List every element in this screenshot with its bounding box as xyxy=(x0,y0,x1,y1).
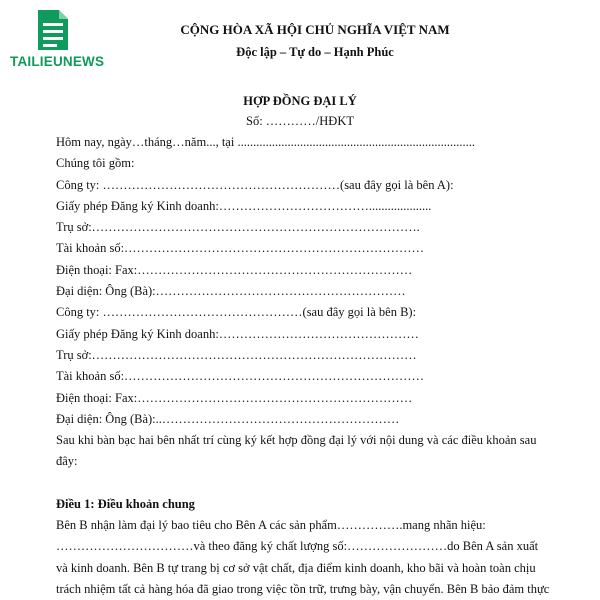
document-header xyxy=(160,20,470,62)
document-body xyxy=(56,132,556,600)
text-line: Giấy phép Đăng ký Kinh doanh:……………………………….................... xyxy=(56,198,432,213)
text-line: Đại diện: Ông (Bà):…………………………………………………… xyxy=(56,284,406,299)
text-line: Trụ sở:…………………………………………………………………… xyxy=(56,347,417,362)
text-line: Bên B nhận làm đại lý bao tiêu cho Bên A các sản phẩm…………….mang nhãn hiệu: xyxy=(56,518,486,533)
text-line: Hôm nay, ngày…tháng…năm..., tại ............................................................................ xyxy=(56,135,475,149)
text-line: Điện thoại: Fax:………………………………………………………… xyxy=(56,390,413,405)
document-title: HỢP ĐỒNG ĐẠI LÝ xyxy=(243,94,357,108)
text-line: Chúng tôi gồm: xyxy=(56,156,135,171)
text-line: Tài khoản số:……………………………………………………………… xyxy=(56,369,425,384)
section-heading: Điều 1: Điều khoản chung xyxy=(56,496,195,511)
contract-number: Số: …………/HĐKT xyxy=(246,114,354,128)
text-line: Trụ sở:……………………………………………………………………. xyxy=(56,220,420,235)
text-line: trách nhiệm tất cả hàng hóa đã giao trong việc tồn trữ, trưng bày, vận chuyển. Bên B bảo đảm thực xyxy=(56,581,550,596)
text-line: Công ty: …………………………………………(sau đây gọi là bên B): xyxy=(56,305,417,320)
text-line: Tài khoản số:……………………………………………………………… xyxy=(56,241,425,256)
text-line: Công ty: …………………………………………………(sau đây gọi là bên A): xyxy=(56,177,454,192)
text-line: Điện thoại: Fax:………………………………………………………… xyxy=(56,262,413,277)
document-icon xyxy=(35,8,71,52)
text-line: Giấy phép Đăng ký Kinh doanh:………………………………………… xyxy=(56,326,419,341)
text-line: Đại diện: Ông (Bà):..………………………………………………… xyxy=(56,411,400,426)
spacer xyxy=(56,473,556,494)
text-line: Sau khi bàn bạc hai bên nhất trí cùng ký kết hợp đồng đại lý với nội dung và các điều khoản sau xyxy=(56,433,537,448)
text-line: đây: xyxy=(56,454,78,469)
text-line: và kinh doanh. Bên B tự trang bị cơ sở vật chất, địa điểm kinh doanh, kho bãi và hoàn toàn chịu xyxy=(56,560,536,575)
logo-text: TAILIEUNEWS xyxy=(10,54,105,69)
site-logo xyxy=(10,8,105,70)
country-name: CỘNG HÒA XÃ HỘI CHỦ NGHĨA VIỆT NAM xyxy=(180,22,450,37)
national-motto: Độc lập – Tự do – Hạnh Phúc xyxy=(236,45,394,59)
text-line: ……………………………và theo đăng ký chất lượng số:……………………do Bên A sản xuất xyxy=(56,539,539,554)
